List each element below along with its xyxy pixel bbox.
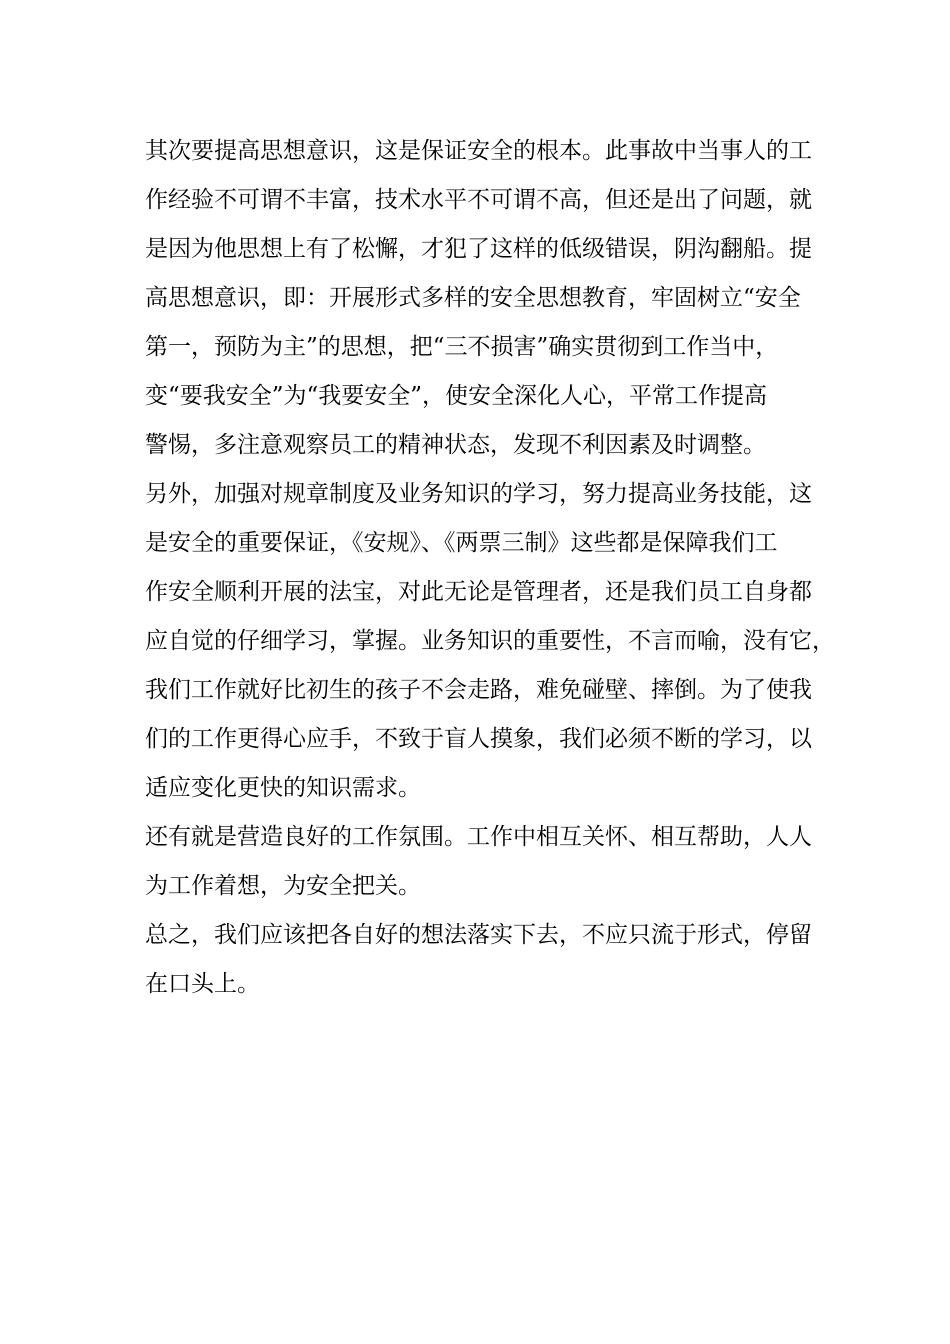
paragraph-line: 其次要提高思想意识，这是保证安全的根本。此事故中当事人的工: [145, 138, 812, 164]
document-body: [145, 127, 835, 1009]
paragraph-line: 变“要我安全”为“我要安全”，使安全深化人心，平常工作提高: [145, 383, 768, 409]
paragraph-2: [145, 470, 835, 813]
paragraph-line: 适应变化更快的知识需求。: [145, 775, 421, 801]
paragraph-line: 高思想意识，即：开展形式多样的安全思想教育，牢固树立“安全: [145, 285, 801, 311]
paragraph-line: 在口头上。: [145, 971, 260, 997]
paragraph-line: 第一，预防为主”的思想，把“三不损害”确实贯彻到工作当中，: [145, 334, 779, 360]
paragraph-line: 是安全的重要保证，《安规》、《两票三制》这些都是保障我们工: [145, 530, 778, 556]
paragraph-line: 是因为他思想上有了松懈，才犯了这样的低级错误，阴沟翻船。提: [145, 236, 812, 262]
paragraph-line: 为工作着想，为安全把关。: [145, 873, 421, 899]
paragraph-line: 应自觉的仔细学习，掌握。业务知识的重要性，不言而喻，没有它，: [145, 628, 835, 654]
paragraph-line: 作经验不可谓不丰富，技术水平不可谓不高，但还是出了问题，就: [145, 187, 812, 213]
paragraph-4: [145, 911, 812, 1009]
paragraph-line: 我们工作就好比初生的孩子不会走路，难免碰壁、摔倒。为了使我: [145, 677, 812, 703]
paragraph-line: 们的工作更得心应手，不致于盲人摸象，我们必须不断的学习，以: [145, 726, 812, 752]
paragraph-line: 总之，我们应该把各自好的想法落实下去，不应只流于形式，停留: [145, 922, 812, 948]
paragraph-1: [145, 127, 812, 470]
paragraph-line: 作安全顺利开展的法宝，对此无论是管理者，还是我们员工自身都: [145, 579, 812, 605]
paragraph-line: 另外，加强对规章制度及业务知识的学习，努力提高业务技能，这: [145, 481, 812, 507]
paragraph-3: [145, 813, 812, 911]
paragraph-line: 警惕，多注意观察员工的精神状态，发现不利因素及时调整。: [145, 432, 766, 458]
paragraph-line: 还有就是营造良好的工作氛围。工作中相互关怀、相互帮助，人人: [145, 824, 812, 850]
